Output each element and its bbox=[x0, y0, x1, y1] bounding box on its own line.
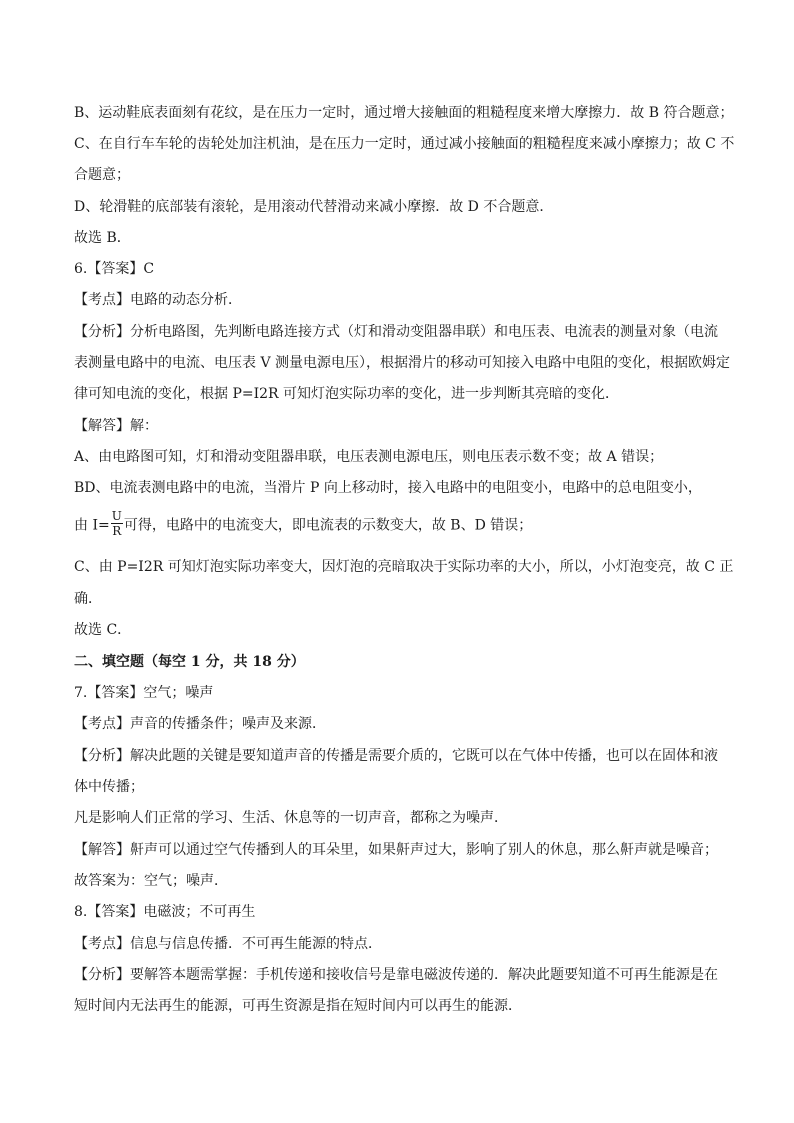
q6-option-c-cont: 确． bbox=[74, 591, 102, 607]
q6-ohms-law-line bbox=[74, 509, 734, 539]
q8-topic: 【考点】信息与信息传播．不可再生能源的特点． bbox=[74, 936, 382, 952]
q5-conclusion: 故选 B． bbox=[74, 230, 131, 246]
q6-conclusion: 故选 C． bbox=[74, 622, 132, 638]
option-c-explanation: C、在自行车车轮的齿轮处加注机油，是在压力一定时，通过减小接触面的粗糙程度来减小摩擦力；故 C 不 bbox=[74, 136, 735, 152]
q6-option-a: A、由电路图可知，灯和滑动变阻器串联，电压表测电源电压，则电压表示数不变；故 A 错误； bbox=[74, 449, 664, 465]
formula-suffix: 可得，电路中的电流变大，即电流表的示数变大，故 B、D 错误； bbox=[123, 517, 533, 534]
q6-option-bd: BD、电流表测电路中的电流，当滑片 P 向上移动时，接入电路中的电阻变小，电路中的总电阻变小， bbox=[74, 480, 702, 496]
q7-solution: 【解答】鼾声可以通过空气传播到人的耳朵里，如果鼾声过大，影响了别人的休息，那么鼾声就是噪音； bbox=[74, 842, 718, 858]
q8-analysis-cont: 短时间内无法再生的能源，可再生资源是指在短时间内可以再生的能源． bbox=[74, 998, 522, 1014]
q6-analysis-cont-2: 律可知电流的变化，根据 P=I2R 可知灯泡实际功率的变化，进一步判断其亮暗的变化． bbox=[74, 386, 620, 402]
q7-topic: 【考点】声音的传播条件；噪声及来源． bbox=[74, 716, 326, 732]
option-c-explanation-cont: 合题意； bbox=[74, 167, 130, 183]
fraction-denominator: R bbox=[112, 524, 122, 538]
q6-option-c: C、由 P=I2R 可知灯泡实际功率变大，因灯泡的亮暗取决于实际功率的大小，所以，小灯泡变亮，故 C 正 bbox=[74, 559, 734, 575]
q7-final-answer: 故答案为：空气；噪声． bbox=[74, 873, 228, 889]
q6-solution-heading: 【解答】解： bbox=[74, 418, 158, 434]
section-two-heading: 二、填空题（每空 1 分，共 18 分） bbox=[74, 654, 305, 670]
formula-prefix: 由 I= bbox=[74, 517, 110, 534]
q6-analysis: 【分析】分析电路图，先判断电路连接方式（灯和滑动变阻器串联）和电压表、电流表的测量对象（电流 bbox=[74, 324, 718, 340]
q6-analysis-cont-1: 表测量电路中的电流、电压表 V 测量电源电压），根据滑片的移动可知接入电路中电阻的变化，根据欧姆定 bbox=[74, 355, 731, 371]
q8-analysis: 【分析】要解答本题需掌握：手机传递和接收信号是靠电磁波传递的．解决此题要知道不可再生能源是在 bbox=[74, 967, 718, 983]
q7-analysis-cont: 体中传播； bbox=[74, 779, 144, 795]
option-d-explanation: D、轮滑鞋的底部装有滚轮，是用滚动代替滑动来减小摩擦．故 D 不合题意． bbox=[74, 199, 554, 215]
option-b-explanation: B、运动鞋底表面刻有花纹，是在压力一定时，通过增大接触面的粗糙程度来增大摩擦力．故 B 符合题意； bbox=[74, 105, 734, 121]
q7-analysis: 【分析】解决此题的关键是要知道声音的传播是需要介质的，它既可以在气体中传播，也可以在固体和液 bbox=[74, 748, 718, 764]
fraction-u-over-r bbox=[111, 510, 123, 537]
q6-topic: 【考点】电路的动态分析． bbox=[74, 292, 242, 308]
fraction-numerator: U bbox=[111, 509, 122, 523]
q7-answer: 7.【答案】空气；噪声 bbox=[74, 685, 214, 701]
q8-answer: 8.【答案】电磁波；不可再生 bbox=[74, 904, 256, 920]
q6-answer: 6.【答案】C bbox=[74, 261, 155, 277]
q7-noise-definition: 凡是影响人们正常的学习、生活、休息等的一切声音，都称之为噪声． bbox=[74, 810, 508, 826]
